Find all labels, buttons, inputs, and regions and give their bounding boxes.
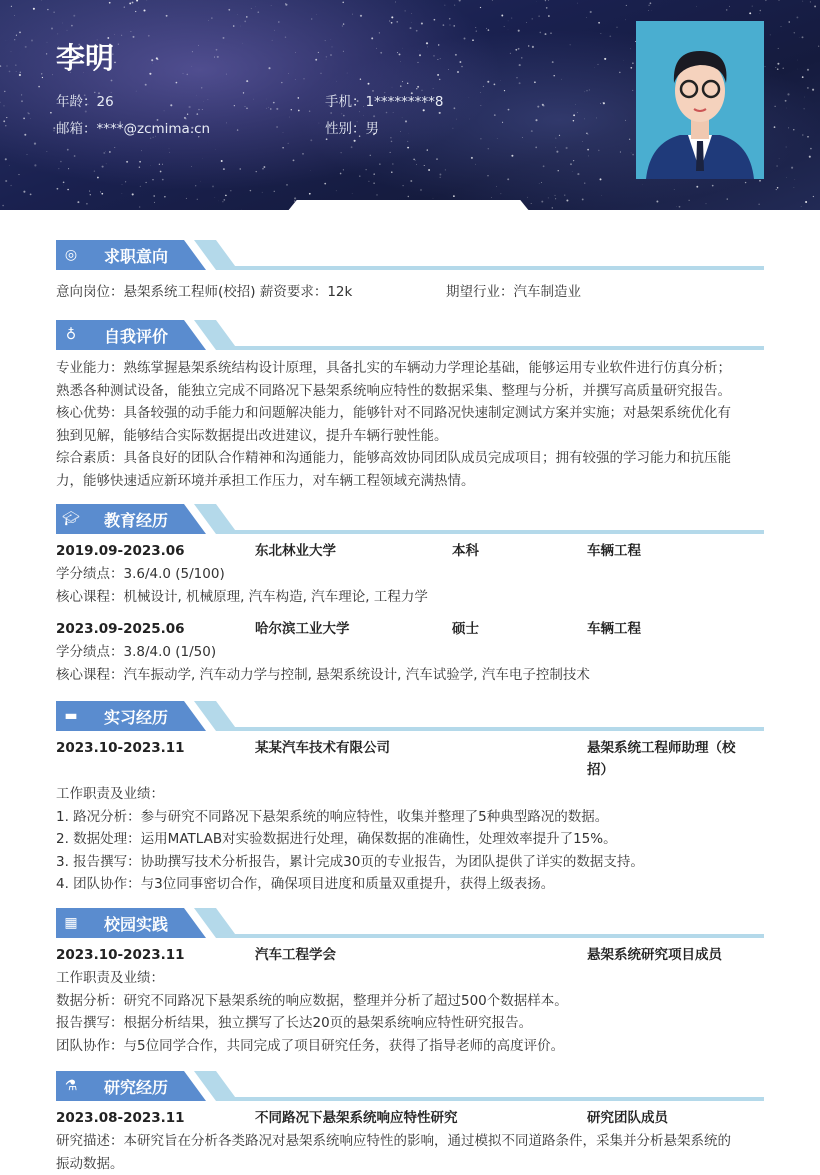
campus-date: 2023.10-2023.11 bbox=[56, 944, 185, 967]
section-title: 实习经历 bbox=[104, 705, 168, 728]
intent-industry: 期望行业：汽车制造业 bbox=[446, 281, 746, 304]
section-title: 教育经历 bbox=[104, 508, 168, 531]
intern-role-cont: 招） bbox=[587, 759, 614, 782]
profile-photo bbox=[636, 21, 764, 179]
text-line: 团队协作：与5位同学合作，共同完成了项目研究任务，获得了指导老师的高度评价。 bbox=[56, 1035, 766, 1058]
edu-school: 东北林业大学 bbox=[255, 540, 336, 563]
email: 邮箱：****@zcmima.cn bbox=[56, 117, 210, 137]
text-line: 核心优势：具备较强的动手能力和问题解决能力，能够针对不同路况快速制定测试方案并实施；对悬架系统优化有 bbox=[56, 402, 766, 425]
intern-role: 悬架系统工程师助理（校 bbox=[587, 737, 736, 760]
section-header-intent bbox=[56, 240, 764, 272]
research-details bbox=[56, 1130, 766, 1175]
text-line: 3. 报告撰写：协助撰写技术分析报告，累计完成30页的专业报告，为团队提供了详实的数据支持。 bbox=[56, 851, 766, 874]
education-item bbox=[56, 618, 766, 688]
target-icon: ◎ bbox=[62, 246, 80, 264]
campus-org: 汽车工程学会 bbox=[255, 944, 336, 967]
edu-date: 2019.09-2023.06 bbox=[56, 540, 185, 563]
graduation-cap-icon: 🎓︎ bbox=[62, 510, 80, 528]
research-role: 研究团队成员 bbox=[587, 1107, 668, 1130]
text-line: 力，能够快速适应新环境并承担工作压力，对车辆工程领域充满热情。 bbox=[56, 470, 766, 493]
intern-company: 某某汽车技术有限公司 bbox=[255, 737, 390, 760]
section-title: 自我评价 bbox=[104, 324, 168, 347]
age: 年龄：26 bbox=[56, 90, 114, 110]
edu-school: 哈尔滨工业大学 bbox=[255, 618, 350, 641]
edu-courses: 核心课程：机械设计, 机械原理, 汽车构造, 汽车理论, 工程力学 bbox=[56, 586, 428, 609]
text-line: 工作职责及业绩： bbox=[56, 967, 766, 990]
section-header-education bbox=[56, 504, 764, 536]
header-tab bbox=[287, 200, 530, 210]
text-line: 报告撰写：根据分析结果，独立撰写了长达20页的悬架系统响应特性研究报告。 bbox=[56, 1012, 766, 1035]
phone: 手机：1*********8 bbox=[325, 90, 443, 110]
campus-role: 悬架系统研究项目成员 bbox=[587, 944, 722, 967]
section-header-campus bbox=[56, 908, 764, 940]
intent-position: 意向岗位：悬架系统工程师(校招) 薪资要求：12k bbox=[56, 281, 766, 304]
research-date: 2023.08-2023.11 bbox=[56, 1107, 185, 1130]
edu-gpa: 学分绩点：3.8/4.0 (1/50) bbox=[56, 641, 216, 664]
candidate-name: 李明 bbox=[56, 36, 114, 77]
research-project: 不同路况下悬架系统响应特性研究 bbox=[255, 1107, 458, 1130]
text-line: 独到见解，能够结合实际数据提出改进建议，提升车辆行驶性能。 bbox=[56, 425, 766, 448]
campus-details bbox=[56, 967, 766, 1057]
header-banner bbox=[0, 0, 820, 210]
edu-degree: 本科 bbox=[452, 540, 479, 563]
lightbulb-icon: ♁ bbox=[62, 326, 80, 344]
text-line: 专业能力：熟练掌握悬架系统结构设计原理，具备扎实的车辆动力学理论基础，能够运用专业软件进行仿真分析； bbox=[56, 357, 766, 380]
campus-header bbox=[56, 944, 766, 966]
section-header-self bbox=[56, 320, 764, 352]
edu-degree: 硕士 bbox=[452, 618, 479, 641]
research-header bbox=[56, 1107, 766, 1129]
briefcase-icon: ▬ bbox=[62, 707, 80, 725]
education-item bbox=[56, 540, 766, 610]
edu-major: 车辆工程 bbox=[587, 618, 641, 641]
text-line: 1. 路况分析：参与研究不同路况下悬架系统的响应特性，收集并整理了5种典型路况的数据。 bbox=[56, 806, 766, 829]
text-line: 2. 数据处理：运用MATLAB对实验数据进行处理，确保数据的准确性，处理效率提升了15%。 bbox=[56, 828, 766, 851]
internship-header bbox=[56, 737, 766, 782]
building-icon: ▦ bbox=[62, 914, 80, 932]
section-title: 求职意向 bbox=[104, 244, 168, 267]
text-line: 研究描述：本研究旨在分析各类路况对悬架系统响应特性的影响，通过模拟不同道路条件，采集并分析悬架系统的 bbox=[56, 1130, 766, 1153]
text-line: 熟悉各种测试设备，能独立完成不同路况下悬架系统响应特性的数据采集、整理与分析，并撰写高质量研究报告。 bbox=[56, 380, 766, 403]
edu-major: 车辆工程 bbox=[587, 540, 641, 563]
edu-gpa: 学分绩点：3.6/4.0 (5/100) bbox=[56, 563, 225, 586]
edu-date: 2023.09-2025.06 bbox=[56, 618, 185, 641]
text-line: 数据分析：研究不同路况下悬架系统的响应数据，整理并分析了超过500个数据样本。 bbox=[56, 990, 766, 1013]
text-line: 工作职责及业绩： bbox=[56, 783, 766, 806]
section-title: 研究经历 bbox=[104, 1075, 168, 1098]
section-title: 校园实践 bbox=[104, 912, 168, 935]
intern-date: 2023.10-2023.11 bbox=[56, 737, 185, 760]
text-line: 综合素质：具备良好的团队合作精神和沟通能力，能够高效协同团队成员完成项目；拥有较强的学习能力和抗压能 bbox=[56, 447, 766, 470]
text-line: 4. 团队协作：与3位同事密切合作，确保项目进度和质量双重提升，获得上级表扬。 bbox=[56, 873, 766, 896]
section-header-internship bbox=[56, 701, 764, 733]
gender: 性别：男 bbox=[325, 117, 379, 137]
text-line: 振动数据。 bbox=[56, 1153, 766, 1175]
section-header-research bbox=[56, 1071, 764, 1103]
self-evaluation bbox=[56, 357, 766, 492]
edu-courses: 核心课程：汽车振动学, 汽车动力学与控制, 悬架系统设计, 汽车试验学, 汽车电子控制技术 bbox=[56, 664, 590, 687]
internship-details bbox=[56, 783, 766, 896]
flask-icon: ⚗ bbox=[62, 1077, 80, 1095]
